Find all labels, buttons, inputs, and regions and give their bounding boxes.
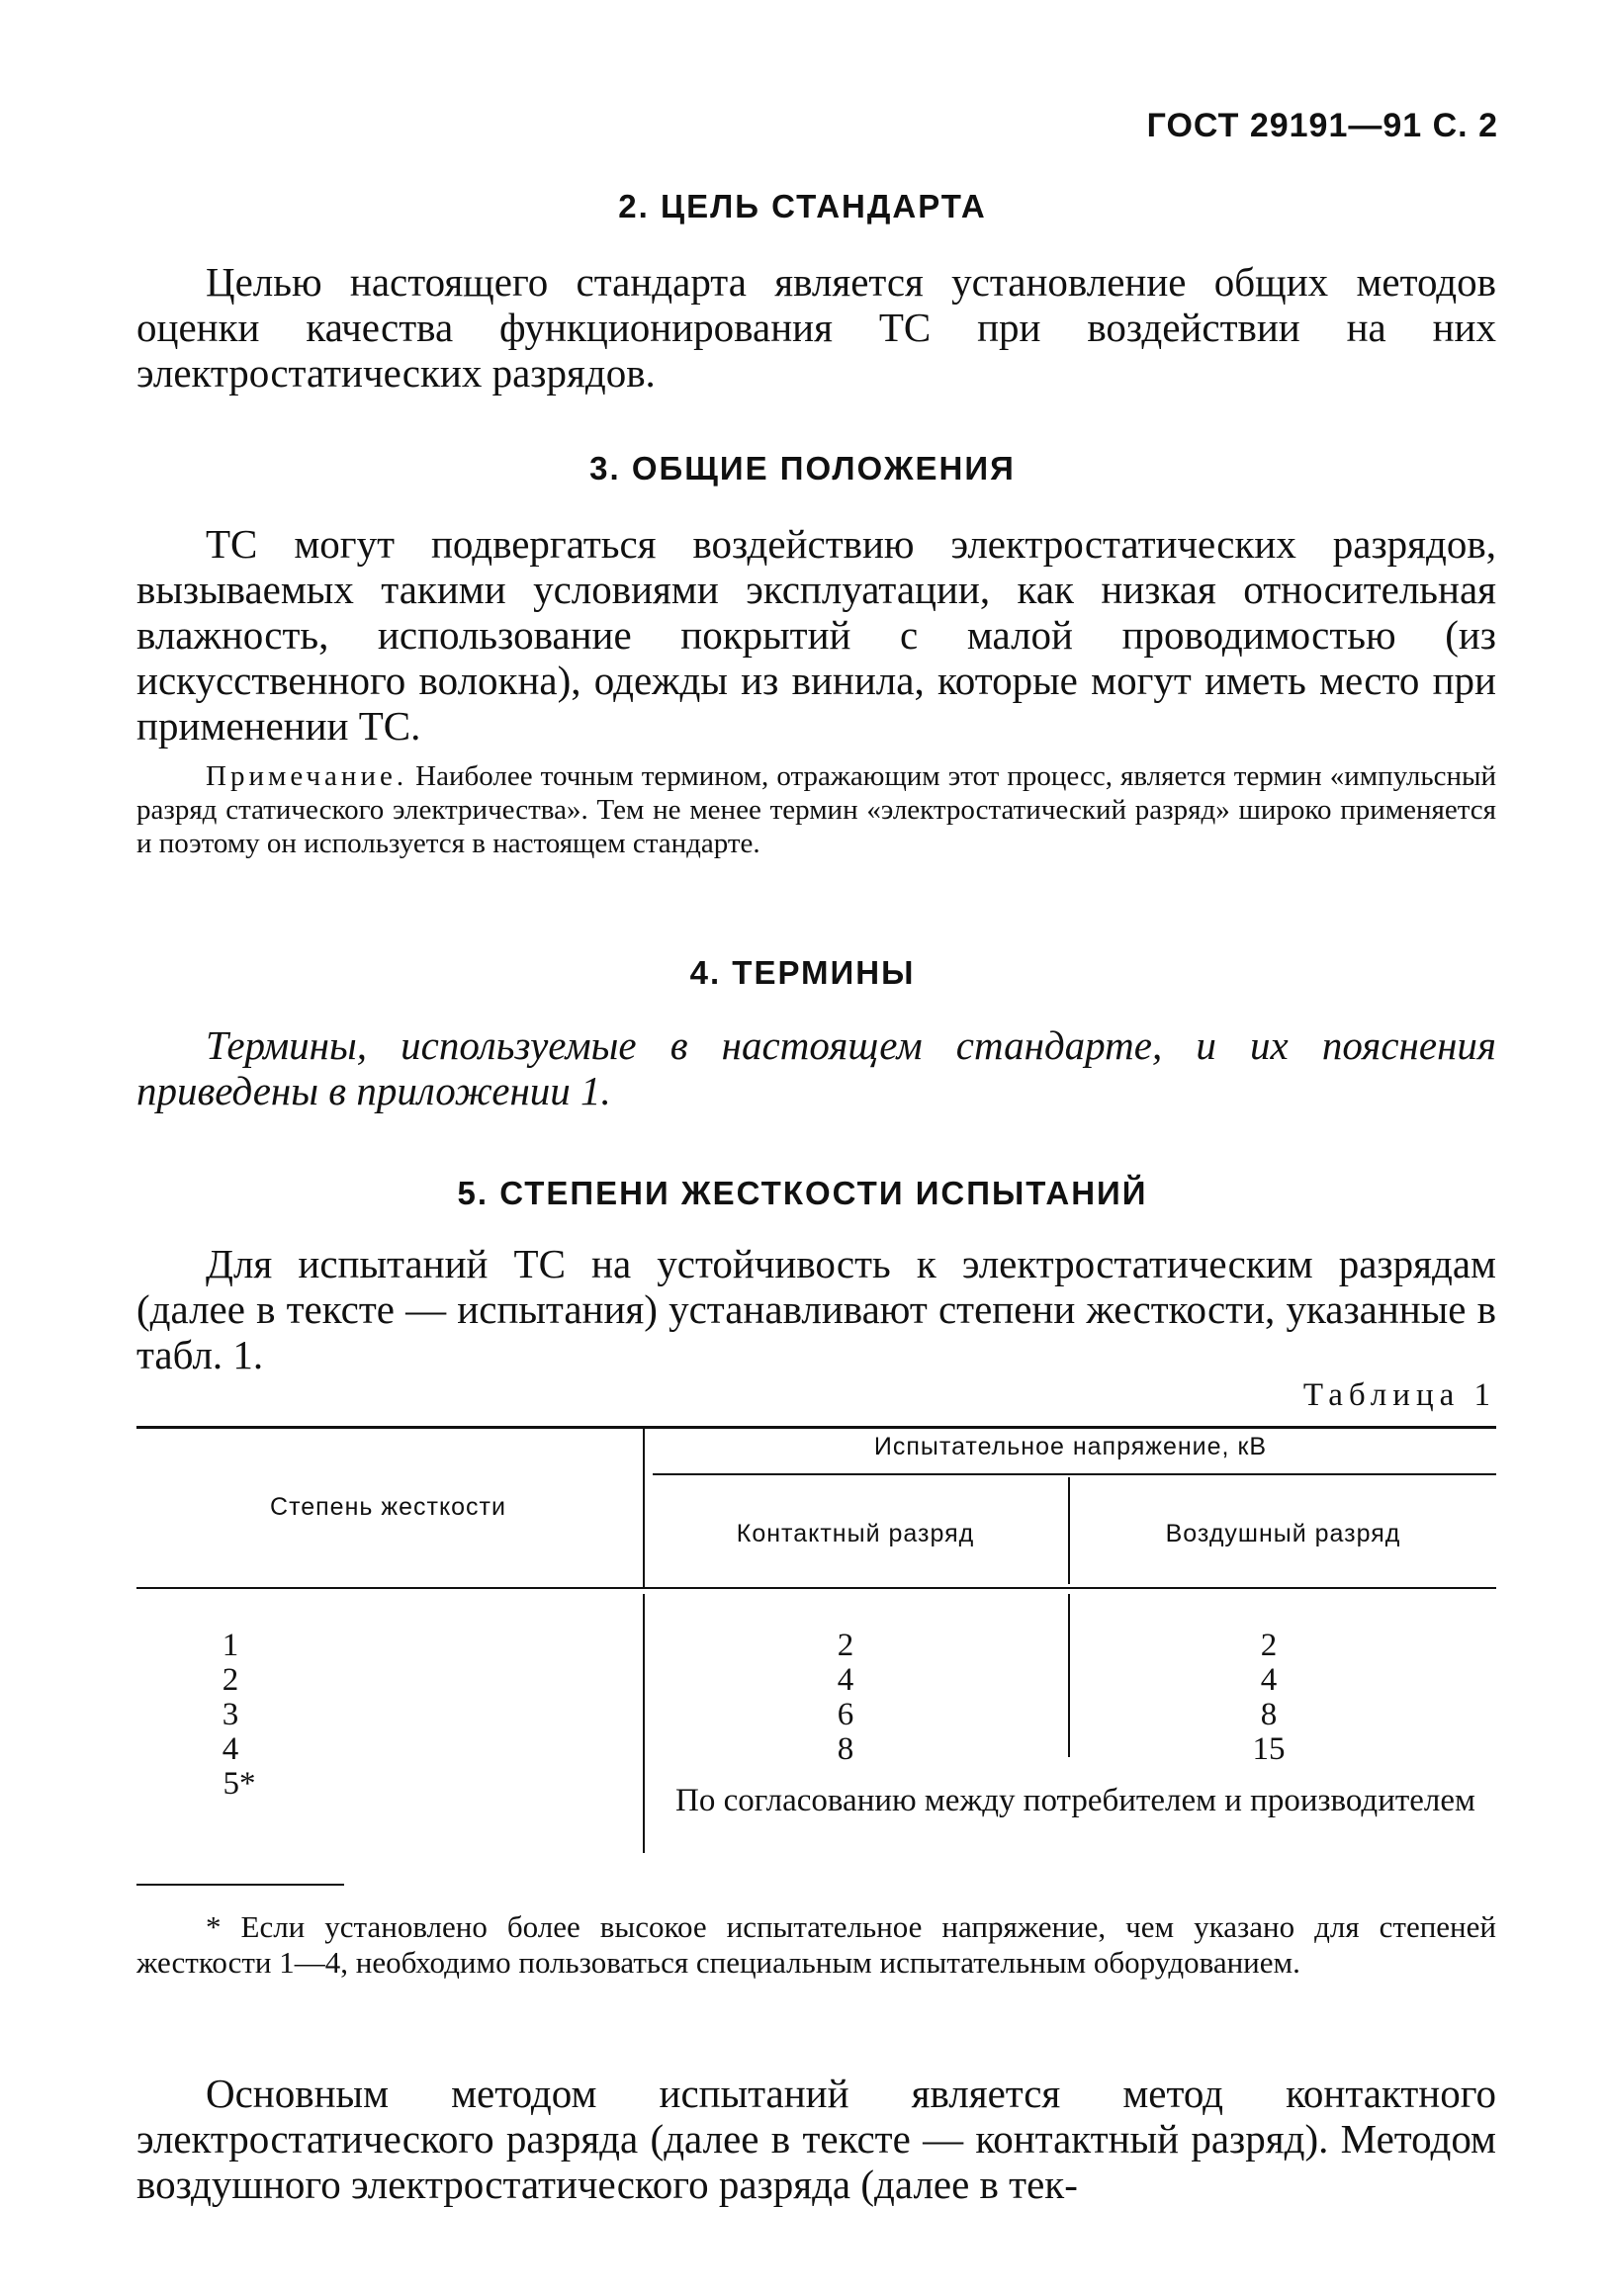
section-4-title: 4. ТЕРМИНЫ: [689, 954, 916, 991]
table-vline-body-1: [643, 1594, 645, 1853]
section-5-text: Для испытаний ТС на устойчивость к электростатическим разрядам (далее в тексте — испытания) устанавливают степени жесткости, указанные в табл. 1.: [136, 1241, 1496, 1377]
degree-cell: 3: [222, 1697, 239, 1732]
degree-cell: 2: [222, 1662, 239, 1698]
section-2-text: Целью настоящего стандарта является установление общих методов оценки качества функционирования ТС при воздействии на них электростатических разрядов.: [136, 259, 1496, 396]
table-subheader-rule: [653, 1473, 1496, 1475]
section-3-title: 3. ОБЩИЕ ПОЛОЖЕНИЯ: [589, 450, 1016, 486]
table-header-rule: [136, 1587, 1496, 1589]
section-3-text: ТС могут подвергаться воздействию электростатических разрядов, вызываемых такими условиями эксплуатации, как низкая относительная влажность, использование покрытий с малой проводимостью (из искусственного волокна), одежды из винила, которые могут иметь место при применении ТС.: [136, 521, 1496, 749]
section-3-note: [136, 759, 1496, 860]
table-top-rule: [136, 1426, 1496, 1429]
degree-cell: 4: [222, 1731, 239, 1767]
air-cell: 8: [1260, 1697, 1278, 1732]
degree-cell: 1: [222, 1628, 239, 1663]
air-cell: 4: [1260, 1662, 1278, 1698]
table-vline-1: [643, 1429, 645, 1587]
section-2-title: 2. ЦЕЛЬ СТАНДАРТА: [618, 188, 987, 224]
contact-cell: 2: [837, 1628, 854, 1663]
section-4-text: Термины, используемые в настоящем стандарте, и их пояснения приведены в приложении 1.: [136, 1022, 1496, 1113]
table-vline-2: [1068, 1477, 1070, 1584]
merged-cell: По согласованию между потребителем и производителем: [675, 1783, 1475, 1818]
closing-text: Основным методом испытаний является метод контактного электростатического разряда (далее в тексте — контактный разряд). Методом воздушного электростатического разряда (далее в тек-: [136, 2071, 1496, 2207]
contact-cell: 4: [837, 1662, 854, 1698]
col-voltage-header: Испытательное напряжение, кВ: [873, 1433, 1268, 1460]
footnote: * Если установлено более высокое испытательное напряжение, чем указано для степеней жесткости 1—4, необходимо пользоваться специальным испытательным оборудованием.: [136, 1909, 1496, 1980]
table-vline-body-2: [1068, 1594, 1070, 1757]
col-contact-header: Контактный разряд: [736, 1520, 975, 1547]
footnote-rule: [136, 1884, 344, 1886]
air-cell: 15: [1252, 1731, 1286, 1767]
degree-cell: 5*: [223, 1766, 256, 1802]
contact-cell: 6: [837, 1697, 854, 1732]
col-air-header: Воздушный разряд: [1165, 1520, 1401, 1547]
note-text: Наиболее точным термином, отражающим этот процесс, является термин «импульсный разряд статического электричества». Тем не менее термин «электростатический разряд» широко применяется и поэтому он используется в настоящем стандарте.: [136, 760, 1496, 859]
page-header: ГОСТ 29191—91 С. 2: [1146, 107, 1498, 144]
table-caption: Таблица 1: [1302, 1377, 1496, 1413]
air-cell: 2: [1260, 1628, 1278, 1663]
section-5-title: 5. СТЕПЕНИ ЖЕСТКОСТИ ИСПЫТАНИЙ: [457, 1175, 1148, 1211]
col-degree-header: Степень жесткости: [270, 1493, 506, 1521]
contact-cell: 8: [837, 1731, 854, 1767]
note-label: Примечание.: [206, 760, 408, 792]
